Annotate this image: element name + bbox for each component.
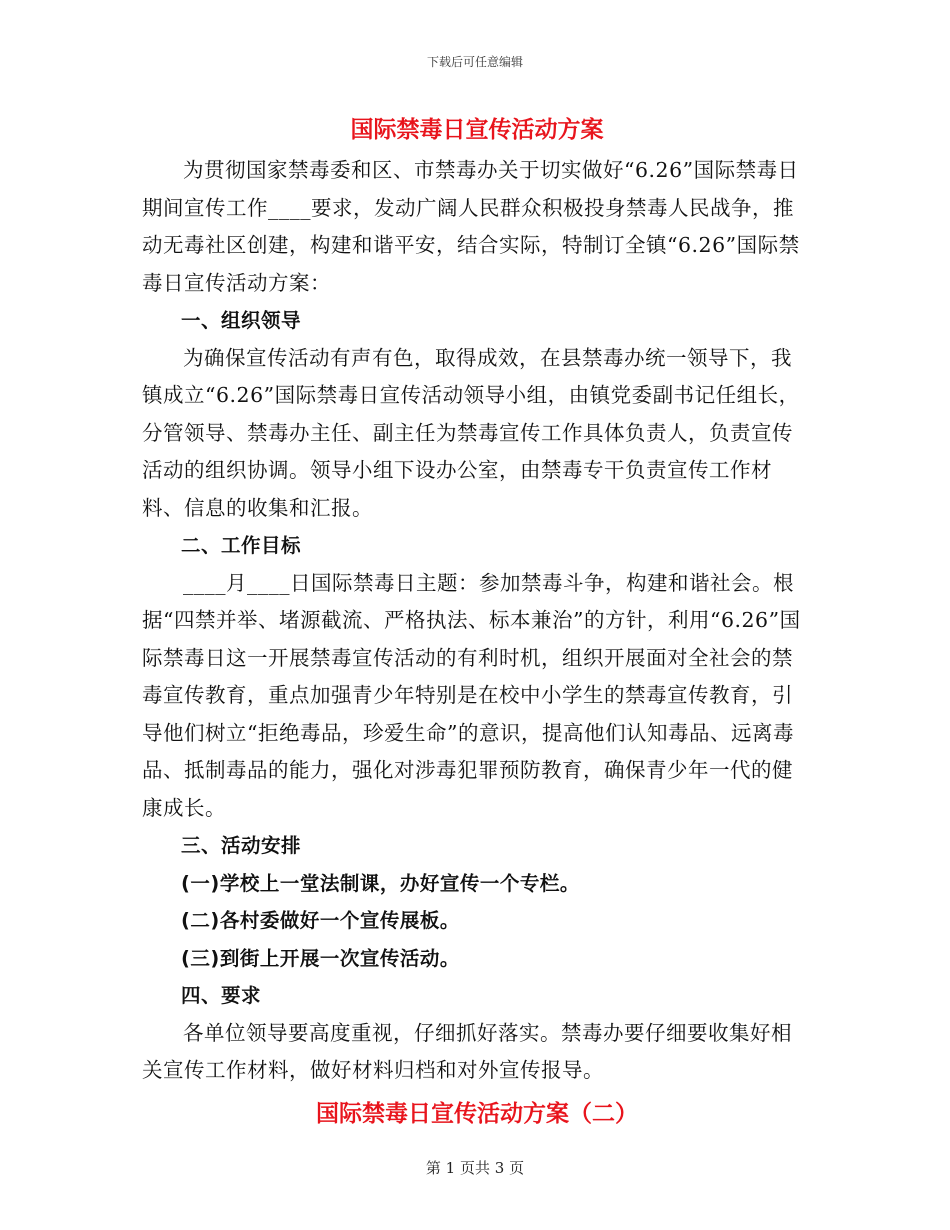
document-body (142, 108, 812, 1136)
section-text-organization: 为确保宣传活动有声有色，取得成效，在县禁毒办统一领导下，我镇成立“6.26”国际禁毒日宣传活动领导小组，由镇党委副书记任组长，分管领导、禁毒办主任、副主任为禁毒宣传工作具体负责人，负责宣传活动的组织协调。领导小组下设办公室，由禁毒专干负责宣传工作材料、信息的收集和汇报。 (142, 345, 800, 520)
page-header: 下载后可任意编辑 (426, 55, 523, 69)
section-text-requirements: 各单位领导要高度重视，仔细抓好落实。禁毒办要仔细要收集好相关宣传工作材料，做好材料归档和对外宣传报导。 (142, 1020, 792, 1082)
activity-item: (一)学校上一堂法制课，办好宣传一个专栏。 (181, 871, 580, 895)
section-heading-activities: 三、活动安排 (181, 834, 302, 857)
activity-item: (三)到街上开展一次宣传活动。 (181, 946, 460, 970)
section-text-goals: ____月____日国际禁毒日主题：参加禁毒斗争，构建和谐社会。根据“四禁并举、堵源截流、严格执法、标本兼治”的方针，利用“6.26”国际禁毒日这一开展禁毒宣传活动的有利时机，组织开展面对全社会的禁毒宣传教育，重点加强青少年特别是在校中小学生的禁毒宣传教育，引导他们树立“拒绝毒品，珍爱生命”的意识，提高他们认知毒品、远离毒品、抵制毒品的能力，强化对涉毒犯罪预防教育，确保青少年一代的健康成长。 (142, 570, 801, 820)
page-footer: 第 1 页共 3 页 (425, 1159, 525, 1177)
section-heading-requirements: 四、要求 (181, 984, 262, 1007)
activity-item: (二)各村委做好一个宣传展板。 (181, 909, 460, 932)
section-heading-goals: 二、工作目标 (181, 534, 302, 557)
section-heading-organization: 一、组织领导 (181, 309, 302, 332)
intro-paragraph: 为贯彻国家禁毒委和区、市禁毒办关于切实做好“6.26”国际禁毒日期间宣传工作____要求，发动广阔人民群众积极投身禁毒人民战争，推动无毒社区创建，构建和谐平安，结合实际，特制订全镇“6.26”国际禁毒日宣传活动方案： (142, 158, 800, 295)
second-document-title: 国际禁毒日宣传活动方案（二） (316, 1100, 638, 1127)
document-title: 国际禁毒日宣传活动方案 (350, 117, 604, 143)
